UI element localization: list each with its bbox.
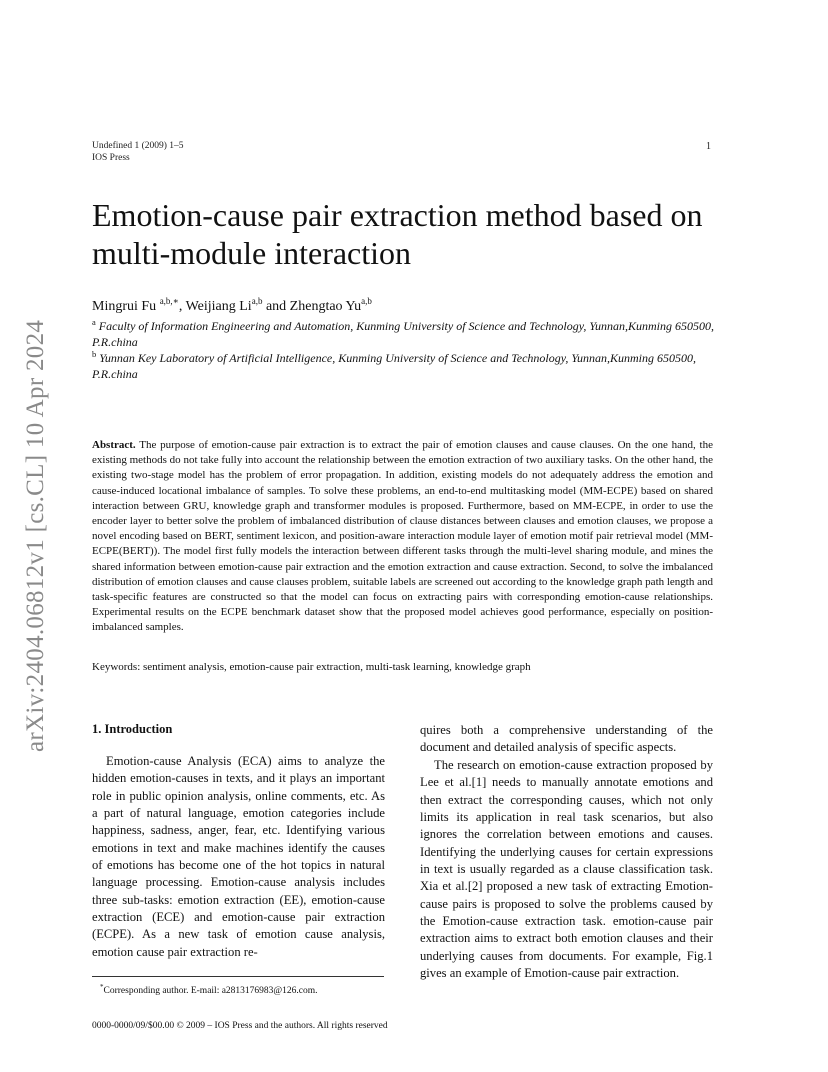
paper-title: Emotion-cause pair extraction method based on multi-module interaction bbox=[92, 197, 703, 271]
affiliation-mark: b bbox=[92, 349, 97, 359]
keywords: Keywords: sentiment analysis, emotion-cause pair extraction, multi-task learning, knowledge graph bbox=[92, 661, 531, 673]
journal-header bbox=[92, 141, 184, 164]
footnote-text: Corresponding author. E-mail: a2813176983@126.com. bbox=[103, 986, 318, 996]
arxiv-stamp: arXiv:2404.06812v1 [cs.CL] 10 Apr 2024 bbox=[22, 319, 49, 752]
intro-paragraph-continued: quires both a comprehensive understanding of the document and detailed analysis of specific aspects. bbox=[420, 723, 713, 755]
copyright-line: 0000-0000/09/$00.00 © 2009 – IOS Press and the authors. All rights reserved bbox=[92, 1021, 388, 1031]
affiliation-text: Yunnan Key Laboratory of Artificial Intelligence, Kunming University of Science and Technology, Yunnan,Kunming 650500, P.R.china bbox=[92, 351, 696, 381]
page-number: 1 bbox=[706, 141, 711, 152]
publisher-name: IOS Press bbox=[92, 152, 130, 163]
abstract-text: The purpose of emotion-cause pair extraction is to extract the pair of emotion clauses and cause clauses. On the one hand, the existing methods do not take fully into account the relationship between the emotion extraction of two auxiliary tasks. On the other hand, the existing two-stage model has the problem of error propagation. In addition, existing models do not adequately address the emotion and cause-induced locational imbalance of samples. To solve these problems, an end-to-end multitasking model (MM-ECPE) based on shared interaction between GRU, knowledge graph and transformer modules is proposed. Furthermore, based on MM-ECPE, in order to use the encoder layer to better solve the problem of imbalanced distribution of clause distances between clauses and emotion clauses, we propose a novel encoding based on BERT, sentiment lexicon, and position-aware interaction module layer of emotion motif pair retrieval model (MM-ECPE(BERT)). The model first fully models the interaction between different tasks through the multi-level sharing module, and mines the shared information between emotion-cause pair extraction and the emotion extraction and cause extraction. Second, to solve the imbalanced distribution of emotion clauses and cause clauses problem, suitable labels are screened out according to the knowledge graph path length and task-specific features are constructed so that the model can focus on extracting pairs with corresponding emotion-cause relationships. Experimental results on the ECPE benchmark dataset show that the proposed model achieves good performance, especially on position-imbalanced samples. bbox=[92, 439, 714, 634]
intro-paragraph-right: The research on emotion-cause extraction proposed by Lee et al.[1] needs to manually annotate emotions and then extract the corresponding causes, which not only limits its application in real task scenarios, but also ignores the correlation between emotions and causes. Identifying the underlying causes for certain expressions in text is usually regarded as a clause classification task. Xia et al.[2] proposed a new task of extracting Emotion-cause pairs is proposed to solve the problems caused by the Emotion-cause extraction task. emotion-cause pair extraction aims to extract both emotion clauses and their underlying causes from documents. For example, Fig.1 gives an example of Emotion-cause pair extraction. bbox=[420, 758, 713, 981]
abstract-label: Abstract. bbox=[92, 439, 136, 451]
author-list: Mingrui Fu $^{a,b,∗}$, Weijiang Li$^{a,b}$ and Zhengtao Yu$^{a,b}$ bbox=[92, 296, 372, 314]
journal-line: Undefined 1 (2009) 1–5 bbox=[92, 141, 184, 151]
author-affiliation-mark: a,b bbox=[361, 296, 372, 306]
affiliation-a bbox=[92, 314, 732, 350]
affiliation-text: Faculty of Information Engineering and Automation, Kunming University of Science and Technology, Yunnan,Kunming 650500, P.R.china bbox=[92, 319, 714, 349]
footnote bbox=[100, 981, 318, 997]
affiliation-mark: a bbox=[92, 317, 96, 327]
footnote-mark: * bbox=[100, 983, 104, 991]
author-name: Zhengtao Yu bbox=[289, 299, 362, 314]
author-conjunction: and bbox=[265, 299, 287, 314]
author-affiliation-mark: a,b bbox=[251, 296, 263, 306]
author-affiliation-mark: a,b,∗ bbox=[159, 296, 179, 306]
author-name: Mingrui Fu bbox=[92, 299, 157, 314]
intro-paragraph-left: Emotion-cause Analysis (ECA) aims to analyze the hidden emotion-causes in texts, and it plays an important role in public opinion analysis, online comments, etc. As a part of natural language, emotion categories include happiness, sadness, anger, fear, etc. Identifying various emotions in text and make machines identify the causes of emotions has become one of the hot topics in natural language processing. Emotion-cause analysis includes three sub-tasks: emotion extraction (EE), emotion-cause extraction (ECE) and emotion-cause pair extraction (ECPE). As a new task of emotion cause analysis, emotion cause pair extraction re- bbox=[92, 754, 385, 959]
section-heading: 1. Introduction bbox=[92, 722, 173, 736]
footnote-rule bbox=[92, 976, 384, 977]
abstract bbox=[92, 438, 713, 636]
affiliation-b bbox=[92, 346, 732, 382]
author-name: Weijiang Li bbox=[185, 299, 252, 314]
